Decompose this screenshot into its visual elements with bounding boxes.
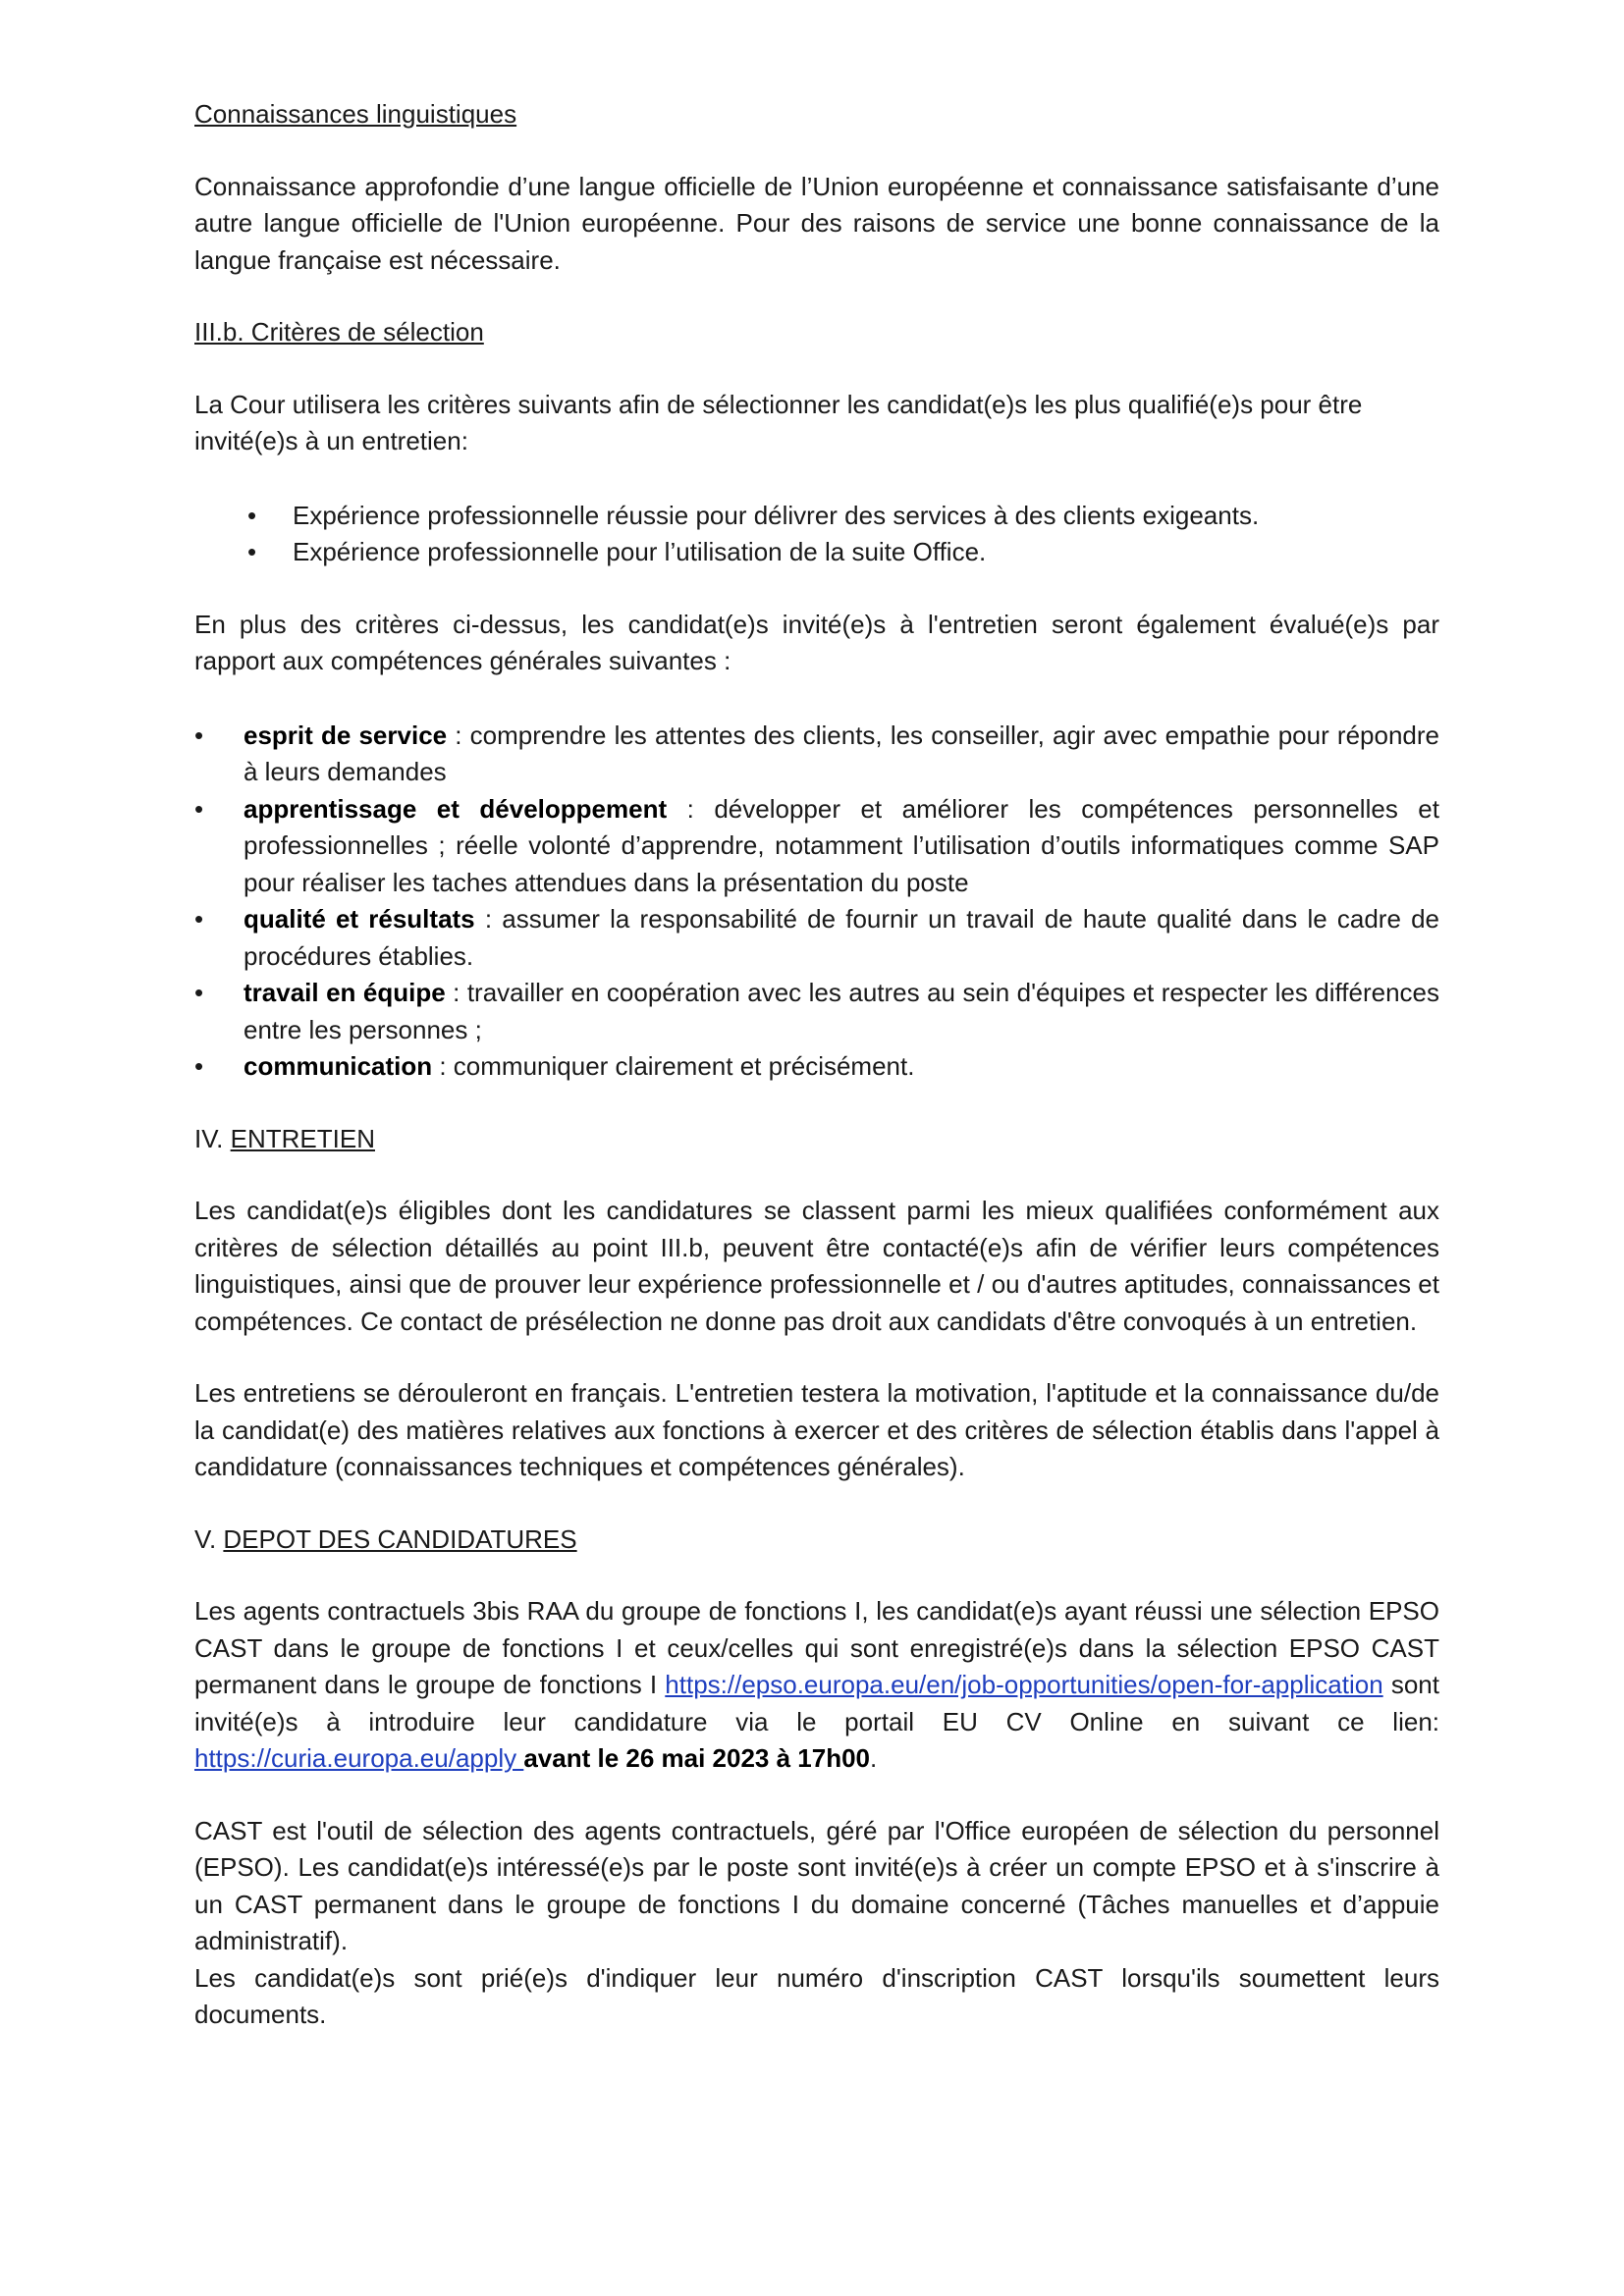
epso-link[interactable]: https://epso.europa.eu/en/job-opportunities/open-for-application [665, 1670, 1383, 1699]
application-text: sont invité(e)s à introduire leur candidature via le portail EU CV Online en suivant ce lien: [194, 1670, 1439, 1736]
list-item [194, 975, 1439, 1048]
competence-description: : communiquer clairement et précisément. [432, 1051, 915, 1081]
competence-term: travail en équipe [244, 978, 446, 1007]
paragraph-applications-1 [194, 1593, 1439, 1778]
application-text: Les agents contractuels 3bis RAA du groupe de fonctions I, les candidat(e)s ayant réussi une sélection EPSO CAST dans le groupe de fonctions I et ceux/celles qui sont enregistré(e)s dans la sélection EPSO CAST permanent dans le groupe de fonctions I [194, 1596, 1439, 1699]
competence-description: : travailler en coopération avec les autres au sein d'équipes et respecter les différences entre les personnes ; [244, 978, 1439, 1044]
document-body [194, 96, 1439, 2034]
list-item [194, 1048, 1439, 1086]
paragraph-criteria-intro: La Cour utilisera les critères suivants afin de sélectionner les candidat(e)s les plus qualifié(e)s pour être invité(e)s à un entretien: [194, 389, 1363, 455]
paragraph-interview-1: Les candidat(e)s éligibles dont les candidatures se classent parmi les mieux qualifiées conformément aux critères de sélection détaillés au point III.b, peuvent être contacté(e)s afin de vérifier leurs compétences linguistiques, ainsi que de prouver leur expérience professionnelle et / ou d'autres aptitudes, connaissances et compétences. Ce contact de présélection ne donne pas droit aux candidats d'être convoqués à un entretien. [194, 1196, 1439, 1336]
application-text: . [870, 1743, 878, 1773]
criteria-item-text: Expérience professionnelle réussie pour délivrer des services à des clients exigeants. [293, 500, 1260, 530]
heading-interview [194, 1121, 1439, 1158]
bullet-icon: • [194, 793, 204, 824]
bullet-icon: • [194, 720, 204, 750]
competence-term: esprit de service [244, 720, 448, 750]
section-title: DEPOT DES CANDIDATURES [223, 1523, 577, 1554]
list-item [194, 791, 1439, 902]
bullet-icon: • [194, 978, 204, 1007]
heading-selection-criteria: III.b. Critères de sélection [194, 317, 484, 347]
competence-description: : assumer la responsabilité de fournir un travail de haute qualité dans le cadre de procédures établies. [244, 904, 1440, 971]
heading-language-skills: Connaissances linguistiques [194, 99, 517, 129]
section-number: IV. [194, 1123, 231, 1153]
paragraph-applications-2: CAST est l'outil de sélection des agents contractuels, géré par l'Office européen de sélection du personnel (EPSO). Les candidat(e)s intéressé(e)s par le poste sont invité(e)s à créer un compte EPSO et à s'inscrire à un CAST permanent dans le groupe de fonctions I du domaine concerné (Tâches manuelles et d’appuie administratif). [194, 1815, 1439, 1955]
deadline-text: avant le 26 mai 2023 à 17h00 [523, 1743, 871, 1773]
curia-apply-link[interactable]: https://curia.europa.eu/apply [194, 1743, 524, 1773]
criteria-list [194, 498, 1439, 571]
paragraph-competences-intro: En plus des critères ci-dessus, les candidat(e)s invité(e)s à l'entretien seront également évalué(e)s par rapport aux compétences générales suivantes : [194, 609, 1439, 675]
list-item [247, 498, 1439, 535]
competence-description: : comprendre les attentes des clients, les conseiller, agir avec empathie pour répondre à leurs demandes [244, 720, 1440, 786]
competence-description: : développer et améliorer les compétences personnelles et professionnelles ; réelle volonté d’apprendre, notamment l’utilisation d’outils informatiques comme SAP pour réaliser les taches attendues dans la présentation du poste [244, 793, 1439, 897]
heading-applications [194, 1522, 1439, 1559]
competence-term: apprentissage et développement [244, 793, 668, 824]
competence-term: qualité et résultats [244, 904, 475, 934]
bullet-icon: • [247, 537, 257, 566]
section-title: ENTRETIEN [230, 1123, 375, 1153]
competences-list [194, 718, 1439, 1086]
list-item [194, 901, 1440, 975]
competence-term: communication [244, 1051, 433, 1081]
list-item [194, 718, 1440, 791]
bullet-icon: • [247, 500, 257, 530]
list-item [247, 534, 1439, 571]
bullet-icon: • [194, 904, 204, 934]
criteria-item-text: Expérience professionnelle pour l’utilisation de la suite Office. [293, 537, 987, 566]
paragraph-language-skills: Connaissance approfondie d’une langue officielle de l’Union européenne et connaissance satisfaisante d’une autre langue officielle de l'Union européenne. Pour des raisons de service une bonne connaissance de la langue française est nécessaire. [194, 171, 1439, 275]
bullet-icon: • [194, 1051, 204, 1081]
paragraph-applications-3: Les candidat(e)s sont prié(e)s d'indiquer leur numéro d'inscription CAST lorsqu'ils soumettent leurs documents. [194, 1962, 1439, 2029]
paragraph-interview-2: Les entretiens se dérouleront en français. L'entretien testera la motivation, l'aptitude et la connaissance du/de la candidat(e) des matières relatives aux fonctions à exercer et des critères de sélection établis dans l'appel à candidature (connaissances techniques et compétences générales). [194, 1378, 1439, 1481]
section-number: V. [194, 1523, 224, 1554]
